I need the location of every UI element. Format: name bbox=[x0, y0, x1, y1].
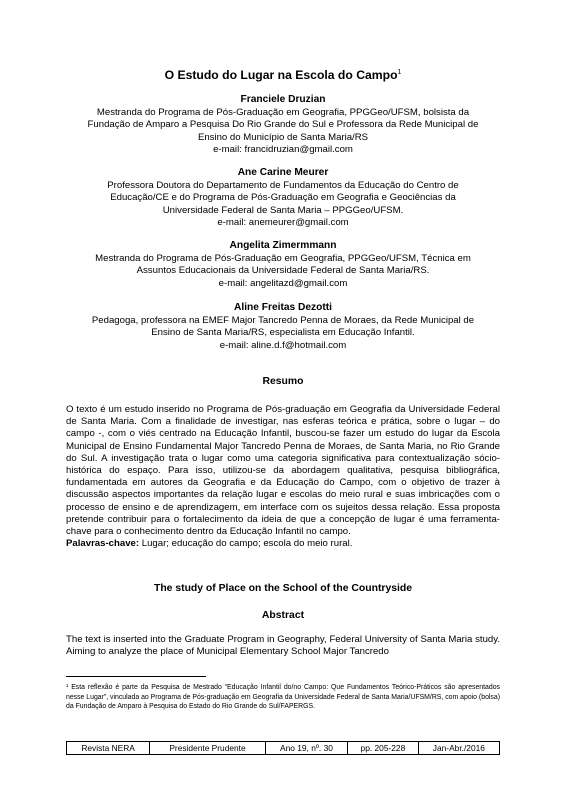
author-block-3 bbox=[66, 240, 500, 290]
author-email: e-mail: anemeurer@gmail.com bbox=[217, 216, 349, 228]
footer-journal: Revista NERA bbox=[67, 742, 150, 755]
footer-pages: pp. 205-228 bbox=[348, 742, 419, 755]
footer-issue: Ano 19, nº. 30 bbox=[265, 742, 347, 755]
author-email: e-mail: francidruzian@gmail.com bbox=[213, 143, 353, 155]
author-block-4 bbox=[66, 302, 500, 352]
author-affiliation-line: Pedagoga, professora na EMEF Major Tancredo Penna de Moraes, da Rede Municipal de bbox=[91, 315, 475, 327]
abstract-body: The text is inserted into the Graduate Program in Geography, Federal University of Santa Maria study. Aiming to analyze the place of Municipal Elementary School Major Tancredo bbox=[66, 634, 500, 658]
author-email: e-mail: aline.d.f@hotmail.com bbox=[219, 339, 347, 351]
author-affiliation-line: Assuntos Educacionais da Universidade Federal de Santa Maria/RS. bbox=[136, 265, 430, 277]
author-block-1 bbox=[66, 94, 500, 156]
author-affiliation-line: Fundação de Amparo a Pesquisa Do Rio Grande do Sul e Professora da Rede Municipal de bbox=[87, 119, 479, 131]
author-name: Aline Freitas Dezotti bbox=[234, 302, 332, 313]
author-affiliation-line: Mestranda do Programa de Pós-Graduação em Geografia, PPGGeo/UFSM, Técnica em bbox=[95, 253, 471, 265]
author-name: Ane Carine Meurer bbox=[237, 167, 329, 178]
abstract-heading: Abstract bbox=[261, 610, 305, 621]
footnote: ¹ Esta reflexão é parte da Pesquisa de Mestrado “Educação Infantil do/no Campo: Que Fundamentos Teórico-Práticos são apresentados nesse Lugar”, vinculada ao Programa de Pós-graduação em Geografia da Universidade Federal de Santa Maria/UFSM/RS, com apoio (bolsa) da Fundação de Amparo à Pesquisa do Estado do Rio Grande do Sul/FAPERGS. bbox=[66, 684, 500, 711]
footer-date: Jan-Abr./2016 bbox=[418, 742, 499, 755]
author-affiliation-line: Mestranda do Programa de Pós-Graduação em Geografia, PPGGeo/UFSM, bolsista da bbox=[96, 107, 470, 119]
author-name: Angelita Zimermmann bbox=[229, 240, 337, 251]
footnote-divider bbox=[66, 676, 206, 677]
title-footnote-mark: 1 bbox=[397, 68, 402, 76]
paper-title bbox=[66, 68, 500, 82]
author-affiliation-line: Universidade Federal de Santa Maria – PPGGeo/UFSM. bbox=[162, 204, 404, 216]
title-text: O Estudo do Lugar na Escola do Campo bbox=[164, 68, 398, 82]
author-block-2 bbox=[66, 167, 500, 229]
resumo-text: O texto é um estudo inserido no Programa de Pós-graduação em Geografia da Universidade Federal de Santa Maria. Com a finalidade de investigar, nas esferas teórica e prática, sobre o lugar – do campo -, com o viés centrado na Educação Infantil, buscou-se fazer um estudo do lugar da Escola Municipal de Ensino Fundamental Major Tancredo Penna de Moraes, de Santa Maria, no Rio Grande do Sul. A investigação trata o lugar como uma categoria significativa para contextualização sócio-histórica do espaço. Para isso, utilizou-se da abordagem qualitativa, pesquisa bibliográfica, fundamentada em autores da Geografia e da Educação do Campo, com o objetivo de trazer à discussão aspectos importantes da relação lugar e escolas do meio rural e suas imbricações com o processo de ensino e de aprendizagem, em interface com os sujeitos dessa relação. Essa proposta pretende contribuir para o fortalecimento da ideia de que a concepção de lugar é uma ferramenta-chave para o conhecimento dentro da Educação Infantil no campo. bbox=[66, 404, 500, 538]
author-email: e-mail: angelitazd@gmail.com bbox=[218, 277, 348, 289]
author-affiliation-line: Professora Doutora do Departamento de Fundamentos da Educação do Centro de bbox=[107, 180, 459, 192]
author-affiliation-line: Ensino de Santa Maria/RS, especialista em Educação Infantil. bbox=[151, 327, 415, 339]
author-name: Franciele Druzian bbox=[240, 94, 326, 105]
keywords-line bbox=[66, 538, 352, 549]
footer-city: Presidente Prudente bbox=[150, 742, 266, 755]
author-affiliation-line: Educação/CE e do Programa de Pós-Graduação em Geografia e Geociências da bbox=[110, 192, 456, 204]
resumo-body bbox=[66, 404, 500, 550]
author-affiliation-line: Ensino do Município de Santa Maria/RS bbox=[197, 131, 369, 143]
keywords-label: Palavras-chave: bbox=[66, 538, 140, 550]
keywords-text: Lugar; educação do campo; escola do meio rural. bbox=[139, 538, 353, 550]
english-title: The study of Place on the School of the Countryside bbox=[153, 583, 413, 594]
journal-footer-table bbox=[66, 741, 500, 755]
resumo-heading: Resumo bbox=[262, 376, 304, 387]
